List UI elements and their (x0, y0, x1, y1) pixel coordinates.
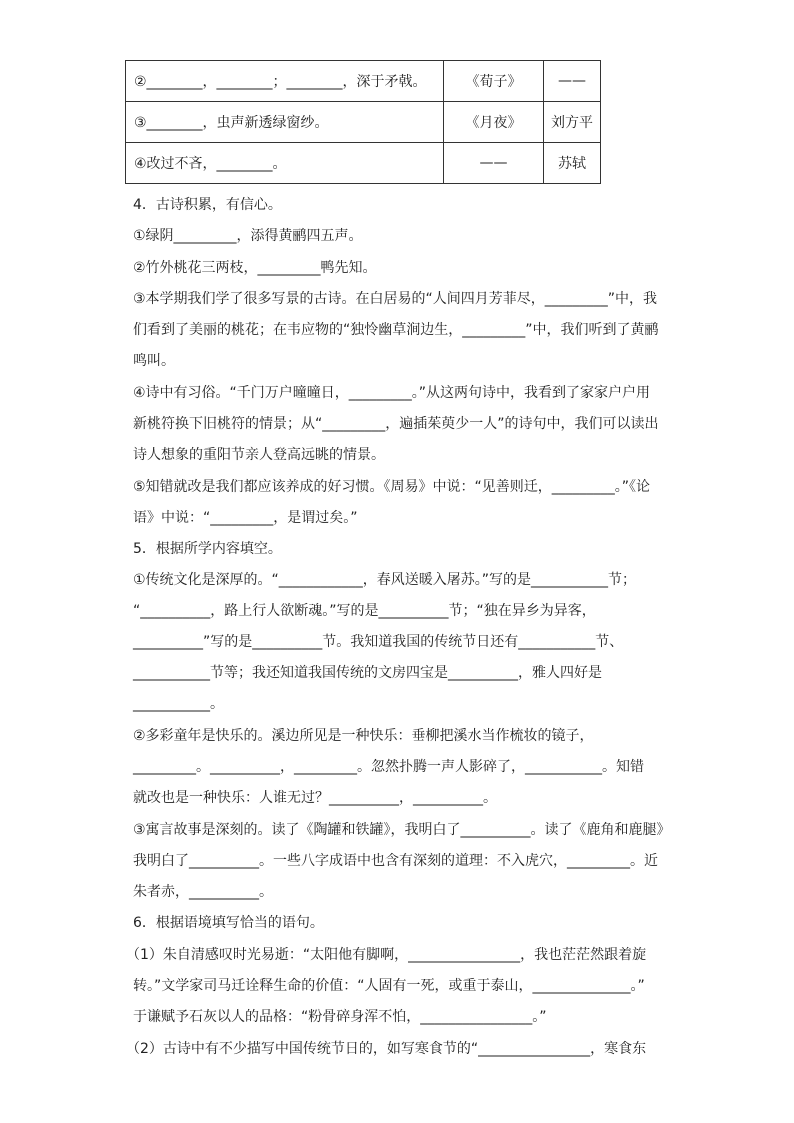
table-row (126, 61, 601, 102)
question-5-heading: 5．根据所学内容填空。 (133, 541, 282, 557)
question-4-heading: 4．古诗积累，有信心。 (133, 197, 282, 213)
question-6-heading: 6．根据语境填写恰当的语句。 (133, 915, 324, 931)
q4-line: ⑤知错就改是我们都应该养成的好习惯。《周易》中说：“见善则迁，_________。”《论 (133, 479, 651, 495)
q5-line: 我明白了__________。一些八字成语中也含有深刻的道理：不入虎穴，_________。近 (133, 853, 658, 869)
table-cell-source: 《月夜》 (444, 102, 544, 143)
q4-line: 们看到了美丽的桃花；在韦应物的“独怜幽草涧边生，_________”中，我们听到了黄鹂 (133, 322, 659, 338)
table-cell-source: 《荀子》 (444, 61, 544, 102)
table-cell-verse: ②________，________；________，深于矛戟。 (126, 61, 444, 102)
q5-line: ___________节等；我还知道我国传统的文房四宝是__________，雅人四好是 (133, 665, 602, 681)
table-cell-author: —— (544, 61, 601, 102)
q4-line: 诗人想象的重阳节亲人登高远眺的情景。 (133, 447, 385, 463)
table-row (126, 143, 601, 184)
q4-line: 语》中说：“_________，是谓过矣。” (133, 510, 358, 526)
q4-line: ②竹外桃花三两枝，_________鸭先知。 (133, 260, 377, 276)
q5-line: 就改也是一种快乐：人谁无过？__________，__________。 (133, 790, 497, 806)
table-cell-source: —— (444, 143, 544, 184)
q5-line: __________”写的是__________节。我知道我国的传统节日还有___________节、 (133, 634, 624, 650)
table-row (126, 102, 601, 143)
q5-line: ①传统文化是深厚的。“____________，春风送暖入屠苏。”写的是___________节； (133, 572, 637, 588)
q5-line: ___________。 (133, 696, 224, 712)
q4-line: 鸣叫。 (133, 353, 175, 369)
q6-line: （1）朱自清感叹时光易逝：“太阳他有脚啊，________________，我也茫茫然跟着旋 (126, 947, 647, 963)
q5-line: _________。__________，_________。忽然扑腾一声人影碎了，___________。知错 (133, 759, 644, 775)
table-cell-verse: ③________，虫声新透绿窗纱。 (126, 102, 444, 143)
poetry-fill-table (125, 60, 601, 184)
table-cell-author: 刘方平 (544, 102, 601, 143)
q5-line: “__________，路上行人欲断魂。”写的是__________节；“独在异乡为异客， (133, 603, 596, 619)
q5-line: ③寓言故事是深刻的。读了《陶罐和铁罐》，我明白了__________。读了《鹿角和鹿腿》 (133, 822, 671, 838)
q6-line: 于谦赋予石灰以人的品格：“粉骨碎身浑不怕，________________。” (133, 1009, 547, 1025)
q6-line: 转。”文学家司马迁诠释生命的价值：“人固有一死，或重于泰山，______________。” (133, 978, 645, 994)
table-cell-verse: ④改过不吝，________。 (126, 143, 444, 184)
q5-line: 朱者赤，__________。 (133, 884, 273, 900)
q4-line: ①绿阴_________，添得黄鹂四五声。 (133, 228, 363, 244)
q4-line: ④诗中有习俗。“千门万户曈曈日，_________。”从这两句诗中，我看到了家家户户用 (133, 385, 651, 401)
q4-line: 新桃符换下旧桃符的情景；从“_________，遍插茱萸少一人”的诗句中，我们可以读出 (133, 416, 659, 432)
q4-line: ③本学期我们学了很多写景的古诗。在白居易的“人间四月芳菲尽，_________”中，我 (133, 291, 658, 307)
q6-line: （2）古诗中有不少描写中国传统节日的，如写寒食节的“________________，寒食东 (126, 1041, 647, 1057)
q5-line: ②多彩童年是快乐的。溪边所见是一种快乐：垂柳把溪水当作梳妆的镜子， (133, 728, 594, 744)
table-cell-author: 苏轼 (544, 143, 601, 184)
